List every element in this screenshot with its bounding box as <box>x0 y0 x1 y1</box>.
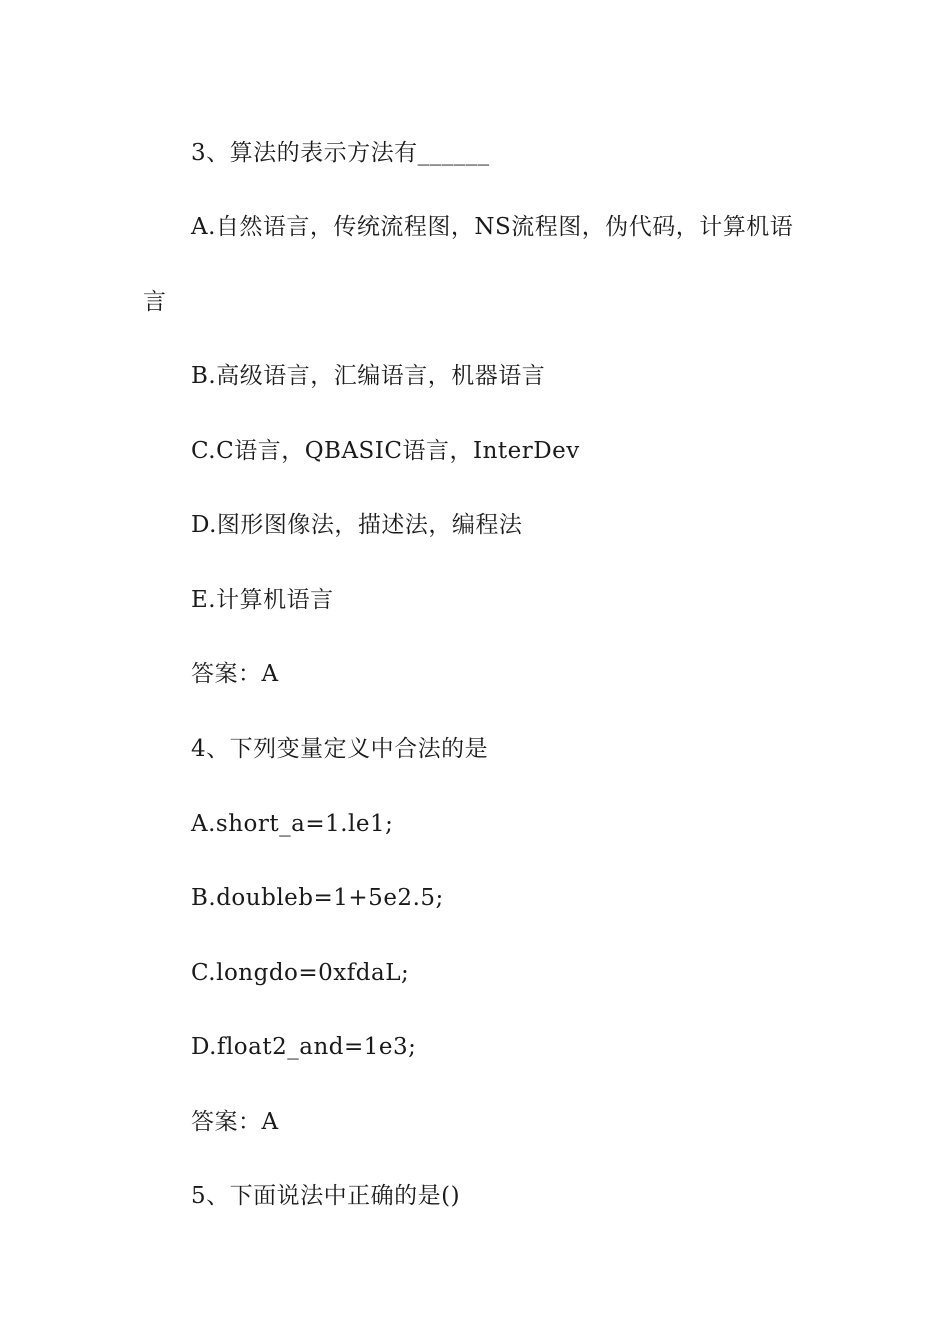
question-3-answer: 答案：A <box>191 661 279 687</box>
question-3-option-d: D.图形图像法，描述法，编程法 <box>191 512 523 538</box>
question-4-option-c: C.longdo=0xfdaL; <box>191 960 410 986</box>
question-4-option-a: A.short_a=1.le1; <box>191 811 394 837</box>
question-4-option-b: B.doubleb=1+5e2.5; <box>191 885 444 911</box>
question-4-prompt: 4、下列变量定义中合法的是 <box>191 736 489 762</box>
question-4-option-d: D.float2_and=1e3; <box>191 1034 417 1060</box>
question-3-option-c: C.C语言，QBASIC语言，InterDev <box>191 438 580 464</box>
question-3-option-a: A.自然语言，传统流程图，NS流程图，伪代码，计算机语 <box>191 214 794 240</box>
question-4-answer: 答案：A <box>191 1109 279 1135</box>
question-3-prompt: 3、算法的表示方法有______ <box>191 140 490 166</box>
question-3-option-a-continuation: 言 <box>143 289 167 315</box>
question-3-option-e: E.计算机语言 <box>191 587 334 613</box>
question-5-prompt: 5、下面说法中正确的是() <box>191 1183 461 1209</box>
question-3-option-b: B.高级语言，汇编语言，机器语言 <box>191 363 546 389</box>
